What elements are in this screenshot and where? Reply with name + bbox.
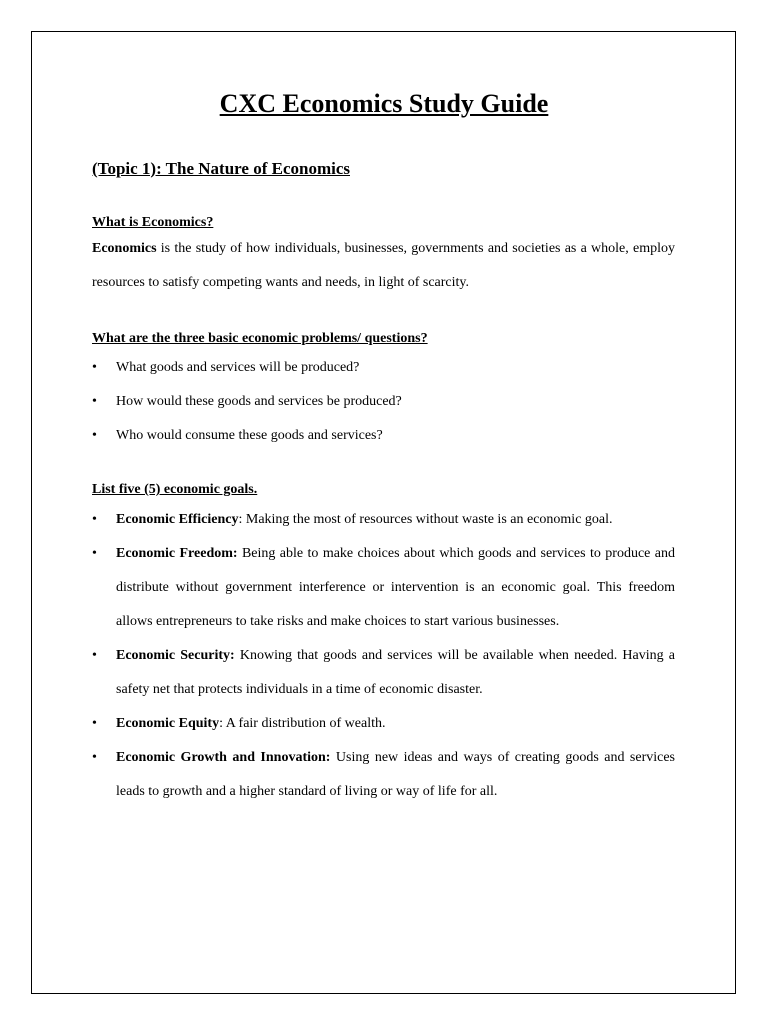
list-item <box>92 707 675 741</box>
goal-text: : Making the most of resources without waste is an economic goal. <box>238 512 613 527</box>
economics-definition <box>92 232 675 300</box>
section-heading-economic-goals: List five (5) economic goals. <box>92 482 258 497</box>
list-item <box>92 537 675 639</box>
definition-text: is the study of how individuals, businesses, governments and societies as a whole, employ resources to satisfy competing wants and needs, in light of scarcity. <box>92 241 675 290</box>
list-item <box>92 419 675 453</box>
list-item-text: Who would consume these goods and services? <box>116 428 383 443</box>
list-item <box>92 351 675 385</box>
goal-term: Economic Equity <box>116 716 220 731</box>
goal-text: Being able to make choices about which goods and services to produce and distribute without government interference or intervention is an economic goal. This freedom allows entrepreneurs to take risks and make choices to start various businesses. <box>116 546 675 629</box>
bullet-icon: • <box>92 428 97 443</box>
section-heading-economic-problems: What are the three basic economic problems/ questions? <box>92 331 428 346</box>
bullet-icon: • <box>92 512 97 527</box>
bullet-icon: • <box>92 716 97 731</box>
list-item-text: What goods and services will be produced? <box>116 360 360 375</box>
document-title: CXC Economics Study Guide <box>219 89 549 118</box>
bullet-icon: • <box>92 360 97 375</box>
bullet-icon: • <box>92 750 97 765</box>
list-item-text: How would these goods and services be produced? <box>116 394 402 409</box>
goal-text: : A fair distribution of wealth. <box>219 716 386 731</box>
economic-goals-list <box>92 503 675 809</box>
goal-text: Using new ideas and ways of creating goods and services leads to growth and a higher standard of living or way of life for all. <box>116 750 675 799</box>
definition-term: Economics <box>92 241 157 256</box>
goal-term: Economic Security: <box>116 648 235 663</box>
topic-heading: (Topic 1): The Nature of Economics <box>92 159 350 178</box>
goal-term: Economic Efficiency <box>116 512 239 527</box>
section-heading-what-is-economics: What is Economics? <box>92 215 214 230</box>
list-item <box>92 385 675 419</box>
goal-term: Economic Growth and Innovation: <box>116 750 331 765</box>
economic-problems-list <box>92 351 675 453</box>
list-item <box>92 503 675 537</box>
bullet-icon: • <box>92 394 97 409</box>
bullet-icon: • <box>92 648 97 663</box>
list-item <box>92 741 675 809</box>
goal-text: Knowing that goods and services will be available when needed. Having a safety net that protects individuals in a time of economic disaster. <box>116 648 675 697</box>
list-item <box>92 639 675 707</box>
goal-term: Economic Freedom: <box>116 546 238 561</box>
bullet-icon: • <box>92 546 97 561</box>
